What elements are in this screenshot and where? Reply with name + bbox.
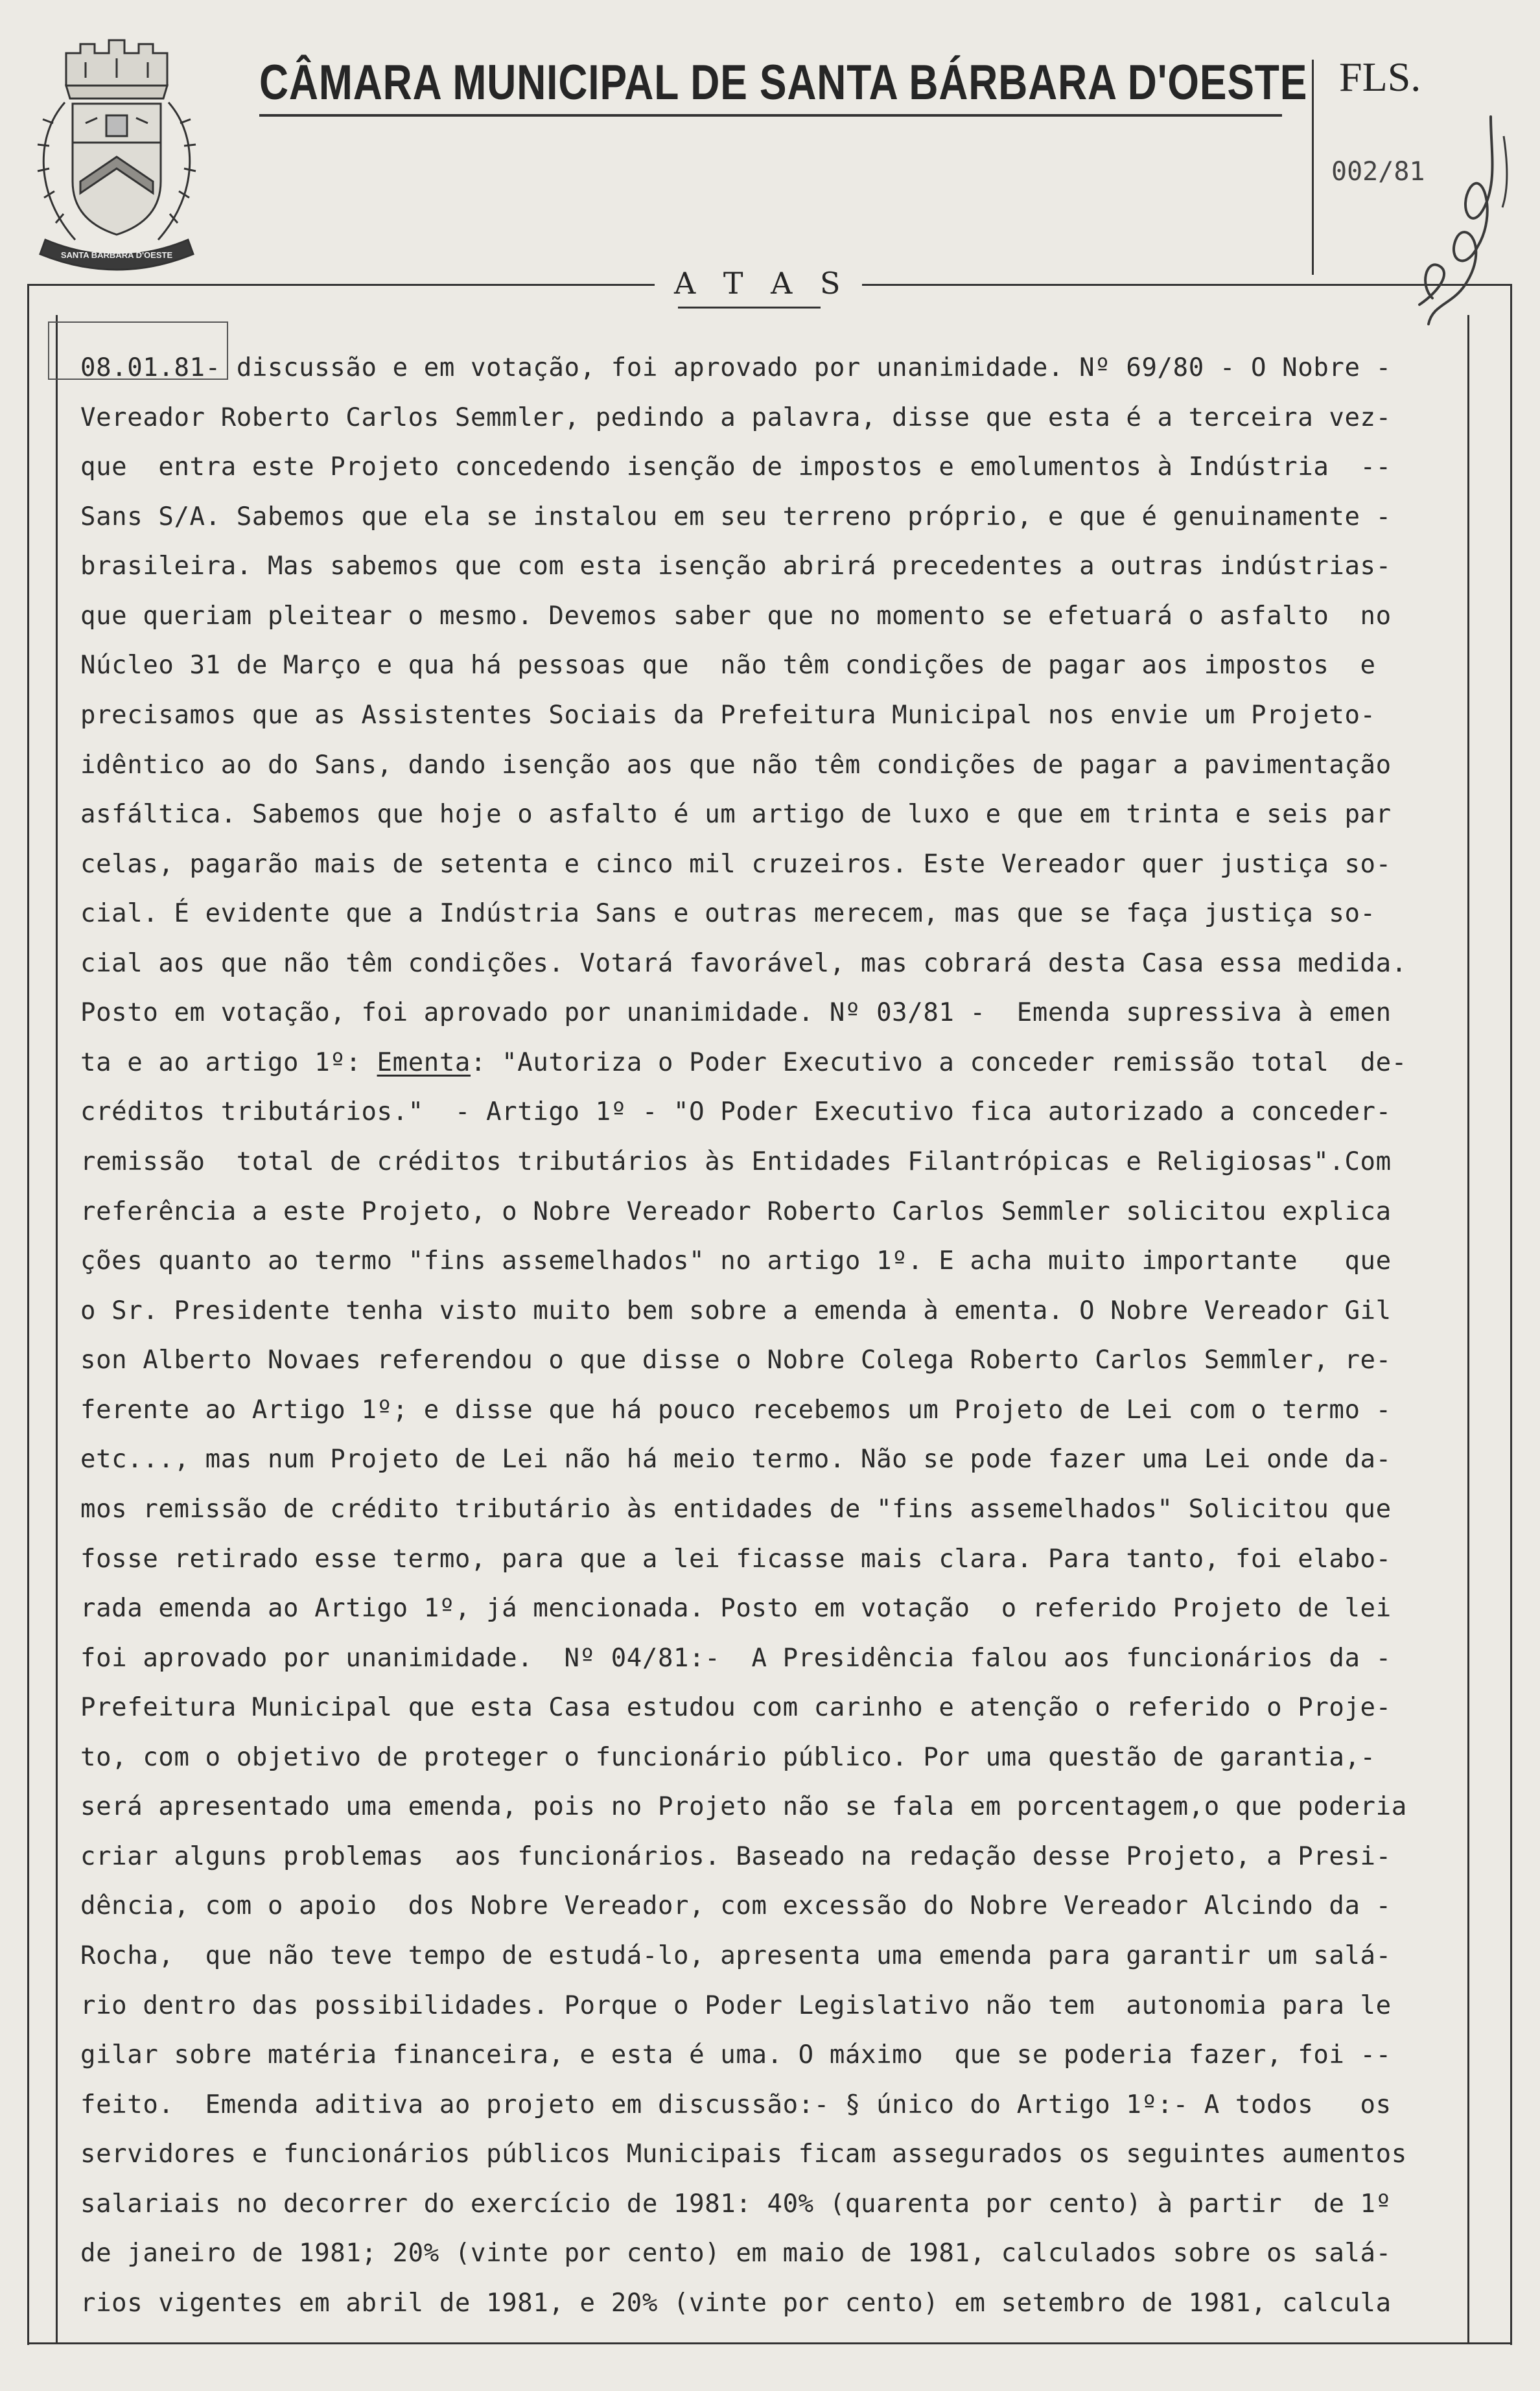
sheet-number: 002/81 — [1331, 157, 1425, 187]
section-rule-left — [27, 284, 655, 286]
text-line: celas, pagarão mais de setenta e cinco mil cruzeiros. Este Vereador quer justiça so- — [80, 849, 1392, 879]
text-line: salariais no decorrer do exercício de 1981: 40% (quarenta por cento) à partir de 1º — [80, 2189, 1392, 2219]
text-line: cial aos que não têm condições. Votará favorável, mas cobrará desta Casa essa medida. — [80, 948, 1407, 978]
text-line: etc..., mas num Projeto de Lei não há meio termo. Não se pode fazer uma Lei onde da- — [80, 1445, 1392, 1475]
text-line: Vereador Roberto Carlos Semmler, pedindo a palavra, disse que esta é a terceira vez- — [80, 402, 1392, 432]
text-line: Núcleo 31 de Março e qua há pessoas que não têm condições de pagar aos impostos e — [80, 651, 1376, 681]
text-line: o Sr. Presidente tenha visto muito bem sobre a emenda à ementa. O Nobre Vereador Gil — [80, 1296, 1392, 1325]
sheet-divider — [1312, 60, 1314, 275]
text-line: créditos tributários." - Artigo 1º - "O Poder Executivo fica autorizado a conceder- — [80, 1097, 1392, 1127]
text-line: remissão total de créditos tributários às Entidades Filantrópicas e Religiosas".Com — [80, 1147, 1392, 1176]
text-line: Prefeitura Municipal que esta Casa estudou com carinho e atenção o referido o Proje- — [80, 1693, 1392, 1723]
text-line: dência, com o apoio dos Nobre Vereador, com excessão do Nobre Vereador Alcindo da - — [80, 1891, 1392, 1921]
meeting-date: 08.01.81- — [80, 353, 221, 382]
text-line: foi aprovado por unanimidade. Nº 04/81:- A Presidência falou aos funcionários da - — [80, 1643, 1392, 1673]
institution-title: CÂMARA MUNICIPAL DE SANTA BÁRBARA D'OESTE — [259, 55, 1308, 110]
inner-left-margin — [56, 315, 58, 2344]
sheet-label: FLS. — [1339, 54, 1421, 100]
text-line: idêntico ao do Sans, dando isenção aos que não têm condições de pagar a pavimentação — [80, 750, 1392, 780]
text-line: rios vigentes em abril de 1981, e 20% (vinte por cento) em setembro de 1981, calcula — [80, 2288, 1392, 2318]
text-line: rio dentro das possibilidades. Porque o Poder Legislativo não tem autonomia para le — [80, 1990, 1392, 2020]
text-line: servidores e funcionários públicos Municipais ficam assegurados os seguintes aumentos — [80, 2140, 1407, 2169]
handwritten-signature-icon — [1394, 110, 1523, 356]
outer-right-border — [1510, 284, 1512, 2345]
text-line: gilar sobre matéria financeira, e esta é uma. O máximo que se poderia fazer, foi -- — [80, 2040, 1392, 2070]
minutes-body — [80, 344, 1467, 2329]
bottom-border — [27, 2342, 1511, 2344]
text-line: precisamos que as Assistentes Sociais da Prefeitura Municipal nos envie um Projeto- — [80, 700, 1376, 730]
municipal-crest-icon — [26, 26, 207, 275]
text-line: que entra este Projeto concedendo isenção de impostos e emolumentos à Indústria -- — [80, 452, 1392, 482]
text-line: ta e ao artigo 1º: Ementa: "Autoriza o Poder Executivo a conceder remissão total de- — [80, 1047, 1407, 1077]
text-line: feito. Emenda aditiva ao projeto em discussão:- § único do Artigo 1º:- A todos os — [80, 2090, 1392, 2119]
ementa-underlined: Ementa — [377, 1047, 471, 1077]
text-line: Posto em votação, foi aprovado por unanimidade. Nº 03/81 - Emenda supressiva à emen — [80, 998, 1392, 1028]
text-line: ções quanto ao termo "fins assemelhados" no artigo 1º. E acha muito importante que — [80, 1246, 1392, 1276]
text-line: rada emenda ao Artigo 1º, já mencionada. Posto em votação o referido Projeto de lei — [80, 1594, 1392, 1624]
text-line: to, com o objetivo de proteger o funcionário público. Por uma questão de garantia,- — [80, 1742, 1376, 1772]
outer-left-border — [27, 284, 29, 2345]
text-line: asfáltica. Sabemos que hoje o asfalto é um artigo de luxo e que em trinta e seis par — [80, 800, 1392, 830]
text-line: son Alberto Novaes referendou o que disse o Nobre Colega Roberto Carlos Semmler, re- — [80, 1346, 1392, 1375]
text-line: cial. É evidente que a Indústria Sans e outras merecem, mas que se faça justiça so- — [80, 899, 1376, 929]
text-line: Sans S/A. Sabemos que ela se instalou em seu terreno próprio, e que é genuinamente - — [80, 502, 1392, 531]
section-title-underline — [678, 307, 821, 309]
inner-right-margin — [1467, 315, 1469, 2344]
text-line: brasileira. Mas sabemos que com esta isenção abrirá precedentes a outras indústrias- — [80, 552, 1392, 581]
text-line: fosse retirado esse termo, para que a lei ficasse mais clara. Para tanto, foi elabo- — [80, 1544, 1392, 1574]
title-underline — [259, 114, 1282, 117]
text-line: Rocha, que não teve tempo de estudá-lo, apresenta uma emenda para garantir um salá- — [80, 1941, 1392, 1970]
text-line: mos remissão de crédito tributário às entidades de "fins assemelhados" Solicitou que — [80, 1494, 1392, 1524]
svg-text:SANTA BARBARA D'OESTE: SANTA BARBARA D'OESTE — [60, 250, 173, 260]
text-line: será apresentado uma emenda, pois no Projeto não se fala em porcentagem,o que poderia — [80, 1792, 1407, 1822]
text-line: criar alguns problemas aos funcionários. Baseado na redação desse Projeto, a Presi- — [80, 1841, 1392, 1871]
text-line: que queriam pleitear o mesmo. Devemos saber que no momento se efetuará o asfalto no — [80, 601, 1392, 631]
text-line: 08.01.81- discussão e em votação, foi aprovado por unanimidade. Nº 69/80 - O Nobre - — [80, 353, 1392, 382]
text-line: referência a este Projeto, o Nobre Vereador Roberto Carlos Semmler solicitou explica — [80, 1196, 1392, 1226]
text-line: ferente ao Artigo 1º; e disse que há pouco recebemos um Projeto de Lei com o termo - — [80, 1395, 1392, 1425]
text-line: de janeiro de 1981; 20% (vinte por cento) em maio de 1981, calculados sobre os salá- — [80, 2239, 1392, 2269]
section-title: A T A S — [674, 266, 850, 301]
